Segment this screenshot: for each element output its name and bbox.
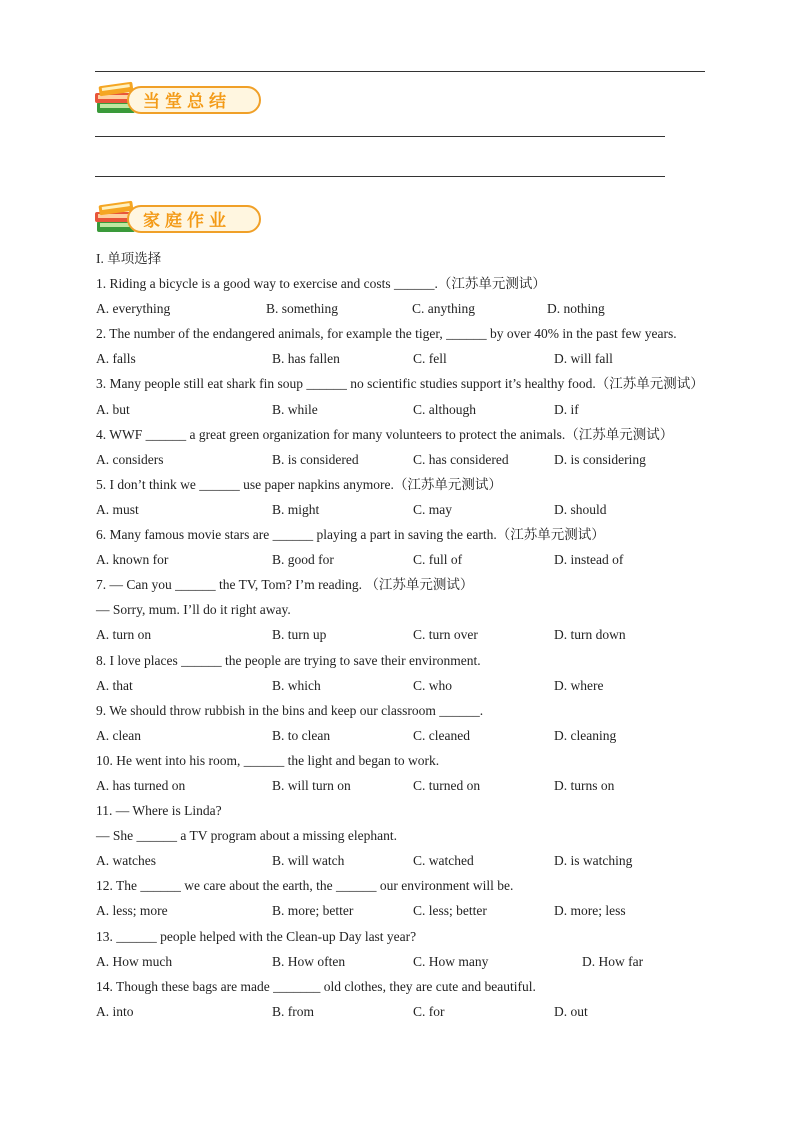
question-stem: 7. — Can you ______ the TV, Tom? I’m reading. （江苏单元测试） [96, 577, 474, 593]
question-item [96, 974, 736, 1024]
option-b[interactable]: B. might [272, 501, 320, 517]
option-a[interactable]: A. known for [96, 552, 169, 568]
question-item [96, 371, 736, 421]
option-b[interactable]: B. from [272, 1003, 314, 1019]
option-a[interactable]: A. but [96, 401, 130, 417]
question-stem: 9. We should throw rubbish in the bins and keep our classroom ______. [96, 702, 484, 718]
option-row [96, 898, 736, 923]
question-item [96, 873, 736, 923]
option-row [96, 447, 736, 472]
question-stem: 4. WWF ______ a great green organization for many volunteers to protect the animals.（江苏单元测试） [96, 426, 674, 442]
question-stem: 8. I love places ______ the people are trying to save their environment. [96, 652, 481, 668]
question-item [96, 321, 736, 371]
question-stem: 5. I don’t think we ______ use paper napkins anymore.（江苏单元测试） [96, 476, 502, 492]
option-row [96, 497, 736, 522]
option-c[interactable]: C. full of [413, 552, 463, 568]
option-d[interactable]: D. should [554, 501, 607, 517]
question-stem: 11. — Where is Linda? [96, 803, 222, 819]
option-row [96, 397, 736, 422]
homework-title: 家庭作业 [143, 211, 231, 231]
option-d[interactable]: D. nothing [547, 301, 605, 317]
option-row [96, 949, 736, 974]
option-d[interactable]: D. How far [582, 953, 644, 969]
option-row [96, 723, 736, 748]
question-reply: — Sorry, mum. I’ll do it right away. [96, 602, 291, 618]
question-item [96, 572, 736, 647]
option-b[interactable]: B. will turn on [272, 777, 351, 793]
option-a[interactable]: A. has turned on [96, 777, 186, 793]
option-c[interactable]: C. may [413, 501, 452, 517]
option-d[interactable]: D. will fall [554, 351, 613, 367]
option-b[interactable]: B. How often [272, 953, 346, 969]
option-a[interactable]: A. into [96, 1003, 134, 1019]
question-stem: 10. He went into his room, ______ the light and began to work. [96, 752, 440, 768]
option-d[interactable]: D. cleaning [554, 727, 617, 743]
option-a[interactable]: A. considers [96, 451, 164, 467]
option-d[interactable]: D. turn down [554, 627, 626, 643]
question-stem: 2. The number of the endangered animals, for example the tiger, ______ by over 40% in the past few years. [96, 326, 677, 342]
option-row [96, 296, 736, 321]
option-b[interactable]: B. good for [272, 552, 334, 568]
option-c[interactable]: C. cleaned [413, 727, 470, 743]
option-b[interactable]: B. has fallen [272, 351, 340, 367]
option-b[interactable]: B. which [272, 677, 321, 693]
option-d[interactable]: D. where [554, 677, 604, 693]
question-item [96, 748, 736, 798]
option-a[interactable]: A. How much [96, 953, 173, 969]
option-b[interactable]: B. to clean [272, 727, 331, 743]
summary-title: 当堂总结 [143, 92, 231, 112]
question-item [96, 522, 736, 572]
option-d[interactable]: D. is watching [554, 853, 633, 869]
option-b[interactable]: B. turn up [272, 627, 327, 643]
question-stem: 1. Riding a bicycle is a good way to exercise and costs ______.（江苏单元测试） [96, 276, 546, 292]
option-row [96, 547, 736, 572]
option-c[interactable]: C. has considered [413, 451, 509, 467]
option-d[interactable]: D. turns on [554, 777, 615, 793]
question-item [96, 798, 736, 873]
question-stem: 12. The ______ we care about the earth, the ______ our environment will be. [96, 878, 514, 894]
option-c[interactable]: C. turned on [413, 777, 481, 793]
option-a[interactable]: A. must [96, 501, 139, 517]
top-rule [95, 71, 705, 72]
exercise-heading: I. 单项选择 [96, 251, 162, 266]
option-d[interactable]: D. more; less [554, 903, 626, 919]
option-b[interactable]: B. will watch [272, 853, 345, 869]
question-item [96, 648, 736, 698]
option-d[interactable]: D. if [554, 401, 579, 417]
option-c[interactable]: C. fell [413, 351, 447, 367]
option-c[interactable]: C. How many [413, 953, 489, 969]
question-stem: 13. ______ people helped with the Clean-up Day last year? [96, 928, 417, 944]
option-a[interactable]: A. everything [96, 301, 171, 317]
option-row [96, 773, 736, 798]
option-a[interactable]: A. less; more [96, 903, 168, 919]
option-row [96, 848, 736, 873]
option-c[interactable]: C. although [413, 401, 476, 417]
option-a[interactable]: A. clean [96, 727, 141, 743]
question-item [96, 472, 736, 522]
option-a[interactable]: A. that [96, 677, 133, 693]
option-d[interactable]: D. out [554, 1003, 588, 1019]
option-a[interactable]: A. watches [96, 853, 156, 869]
option-row [96, 346, 736, 371]
option-c[interactable]: C. anything [412, 301, 475, 317]
option-row [96, 673, 736, 698]
option-b[interactable]: B. while [272, 401, 318, 417]
question-item [96, 271, 736, 321]
option-c[interactable]: C. turn over [413, 627, 478, 643]
question-stem: 14. Though these bags are made _______ old clothes, they are cute and beautiful. [96, 978, 536, 994]
summary-banner [93, 78, 263, 118]
question-item [96, 422, 736, 472]
exercise-content [96, 246, 736, 1024]
answer-line-2 [95, 176, 665, 177]
option-d[interactable]: D. instead of [554, 552, 624, 568]
option-c[interactable]: C. watched [413, 853, 474, 869]
option-d[interactable]: D. is considering [554, 451, 646, 467]
option-row [96, 622, 736, 647]
question-reply: — She ______ a TV program about a missing elephant. [96, 828, 397, 844]
option-a[interactable]: A. turn on [96, 627, 152, 643]
question-stem: 3. Many people still eat shark fin soup ______ no scientific studies support it’s healthy food.（江苏单元测试） [96, 376, 704, 392]
option-row [96, 999, 736, 1024]
homework-banner [93, 197, 263, 237]
question-list [96, 271, 736, 1024]
option-c[interactable]: C. who [413, 677, 453, 693]
question-item [96, 698, 736, 748]
option-b[interactable]: B. more; better [272, 903, 354, 919]
option-b[interactable]: B. something [266, 301, 339, 317]
answer-line-1 [95, 136, 665, 137]
option-b[interactable]: B. is considered [272, 451, 359, 467]
option-c[interactable]: C. for [413, 1003, 445, 1019]
question-stem: 6. Many famous movie stars are ______ playing a part in saving the earth.（江苏单元测试） [96, 527, 605, 543]
question-item [96, 924, 736, 974]
option-a[interactable]: A. falls [96, 351, 136, 367]
option-c[interactable]: C. less; better [413, 903, 487, 919]
